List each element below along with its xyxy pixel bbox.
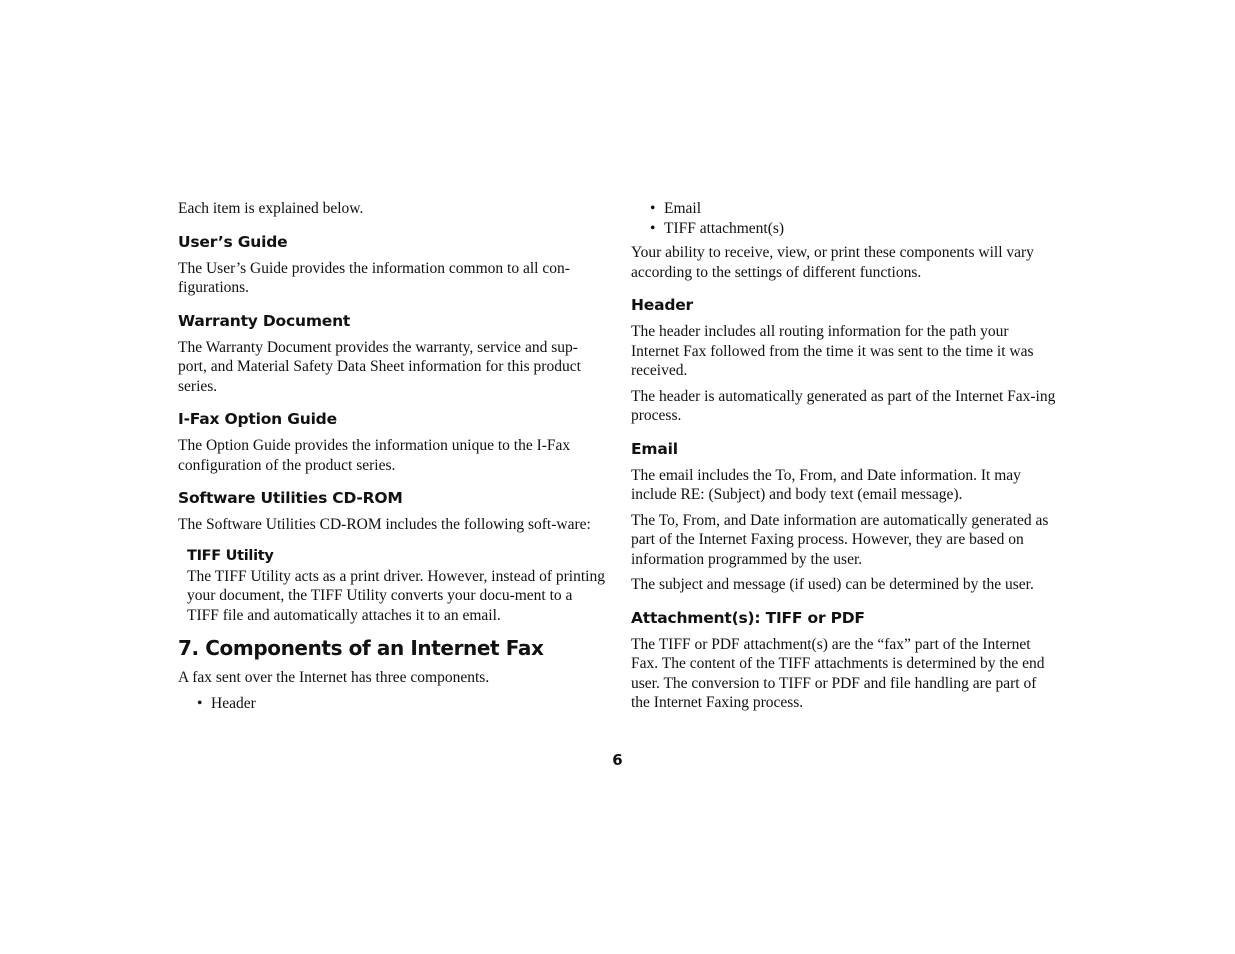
software-cd-heading: Software Utilities CD-ROM [178,489,403,507]
list-item-label: Email [664,200,702,217]
ifax-guide-body: The Option Guide provides the information unique to the I-Fax configuration of the product series. [178,437,571,474]
intro-text: Each item is explained below. [178,200,364,217]
ifax-guide-heading: I-Fax Option Guide [178,410,337,428]
attachments-heading: Attachment(s): TIFF or PDF [631,608,865,627]
header-body-1: The header includes all routing information for the path your Internet Fax followed from the time it was sent to the time it was received. [631,323,1034,379]
bullet-glyph: • [197,694,203,712]
page-number: 6 [612,751,623,769]
section-7-body: A fax sent over the Internet has three components. [178,669,490,686]
email-body-3: The subject and message (if used) can be determined by the user. [631,576,1034,593]
list-item [631,219,1059,239]
tiff-utility-body: The TIFF Utility acts as a print driver. However, instead of printing your document, the TIFF Utility converts your docu-ment to a TIFF file and automatically attaches it to an email. [187,567,605,624]
bullet-glyph: • [650,200,656,217]
section-7-heading: 7. Components of an Internet Fax [178,636,544,660]
header-heading: Header [631,296,693,314]
email-heading: Email [631,439,678,458]
tiff-utility-block [187,547,606,626]
users-guide-heading: User’s Guide [178,232,288,251]
list-item [631,199,1059,219]
warranty-heading: Warranty Document [178,311,351,330]
header-body-2: The header is automatically generated as part of the Internet Fax-ing process. [631,387,1056,424]
left-column [178,199,606,718]
software-cd-body: The Software Utilities CD-ROM includes the following soft-ware: [178,516,591,533]
email-body-2: The To, From, and Date information are automatically generated as part of the Internet Faxing process. However, they are based on information programmed by the user. [631,511,1049,568]
email-body-1: The email includes the To, From, and Date information. It may include RE: (Subject) and body text (email message). [631,466,1021,503]
list-item-label: TIFF attachment(s) [664,220,785,237]
right-column [631,199,1059,719]
list-item [178,694,606,714]
ability-text: Your ability to receive, view, or print these components will vary according to the settings of different functions. [631,244,1034,281]
users-guide-body: The User’s Guide provides the information common to all con-figurations. [178,259,570,296]
bullet-glyph: • [650,220,656,237]
components-list-left [178,694,606,714]
warranty-body: The Warranty Document provides the warranty, service and sup-port, and Material Safety Data Sheet information for this product series. [178,338,581,395]
attachments-body: The TIFF or PDF attachment(s) are the “fax” part of the Internet Fax. The content of the TIFF attachments is determined by the end user. The conversion to TIFF or PDF and file handling are part of the Internet Faxing process. [631,635,1045,711]
list-item-label: Header [211,694,256,712]
components-list-right [631,199,1059,239]
tiff-utility-heading: TIFF Utility [187,547,274,564]
